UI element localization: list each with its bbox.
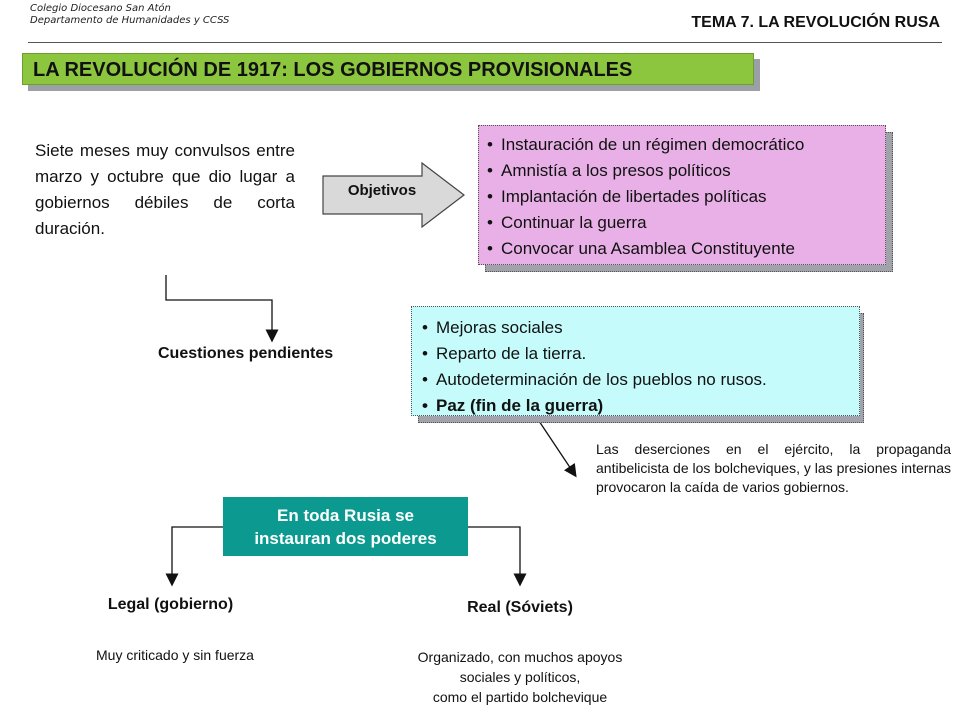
two-powers-box	[223, 497, 468, 556]
real-power-description	[365, 647, 675, 707]
list-item: • Amnistía a los presos políticos	[487, 158, 877, 184]
objectives-label: Objetivos	[347, 182, 417, 199]
list-item: • Mejoras sociales	[422, 315, 849, 341]
pending-list	[422, 315, 849, 419]
list-item: • Convocar una Asamblea Constituyente	[487, 236, 877, 262]
school-name	[30, 3, 229, 27]
two-powers-line-2: instauran dos poderes	[254, 529, 437, 548]
objectives-list	[487, 132, 877, 262]
list-item: • Continuar la guerra	[487, 210, 877, 236]
intro-text: Siete meses muy convulsos entre marzo y octubre que dio lugar a gobiernos débiles de corta duración.	[35, 141, 295, 238]
title-banner	[22, 53, 760, 91]
real-desc-line-1: Organizado, con muchos apoyos	[417, 649, 623, 665]
list-item: • Autodeterminación de los pueblos no rusos.	[422, 367, 849, 393]
real-desc-line-2: sociales y políticos,	[459, 669, 581, 685]
real-desc-line-3: como el partido bolchevique	[432, 689, 608, 705]
two-powers-line-1: En toda Rusia se	[277, 506, 414, 525]
desertions-text: Las deserciones en el ejército, la propaganda antibelicista de los bolcheviques, y las presiones internas provocaron la caída de varios gobiernos.	[596, 441, 951, 495]
list-item: • Paz (fin de la guerra)	[422, 393, 849, 419]
powers-to-real-connector	[468, 527, 520, 580]
school-line-2: Departamento de Humanidades y CCSS	[30, 15, 230, 26]
list-item: • Implantación de libertades políticas	[487, 184, 877, 210]
pending-issues-label: Cuestiones pendientes	[158, 345, 334, 362]
list-item: • Reparto de la tierra.	[422, 341, 849, 367]
powers-to-legal-connector	[172, 527, 223, 580]
legal-power-label: Legal (gobierno)	[107, 596, 234, 613]
pending-box	[411, 306, 860, 416]
real-power-label: Real (Sóviets)	[467, 599, 573, 616]
topic-heading: TEMA 7. LA REVOLUCIÓN RUSA	[691, 14, 940, 31]
school-line-1: Colegio Diocesano San Atón	[30, 3, 171, 14]
list-item: • Instauración de un régimen democrático	[487, 132, 877, 158]
objectives-box	[478, 125, 886, 265]
intro-to-pending-connector	[166, 275, 272, 336]
header-divider	[28, 42, 942, 43]
legal-power-description: Muy criticado y sin fuerza	[96, 647, 254, 663]
page-title: LA REVOLUCIÓN DE 1917: LOS GOBIERNOS PROVISIONALES	[22, 53, 754, 85]
peace-to-desertions-connector	[535, 415, 573, 472]
